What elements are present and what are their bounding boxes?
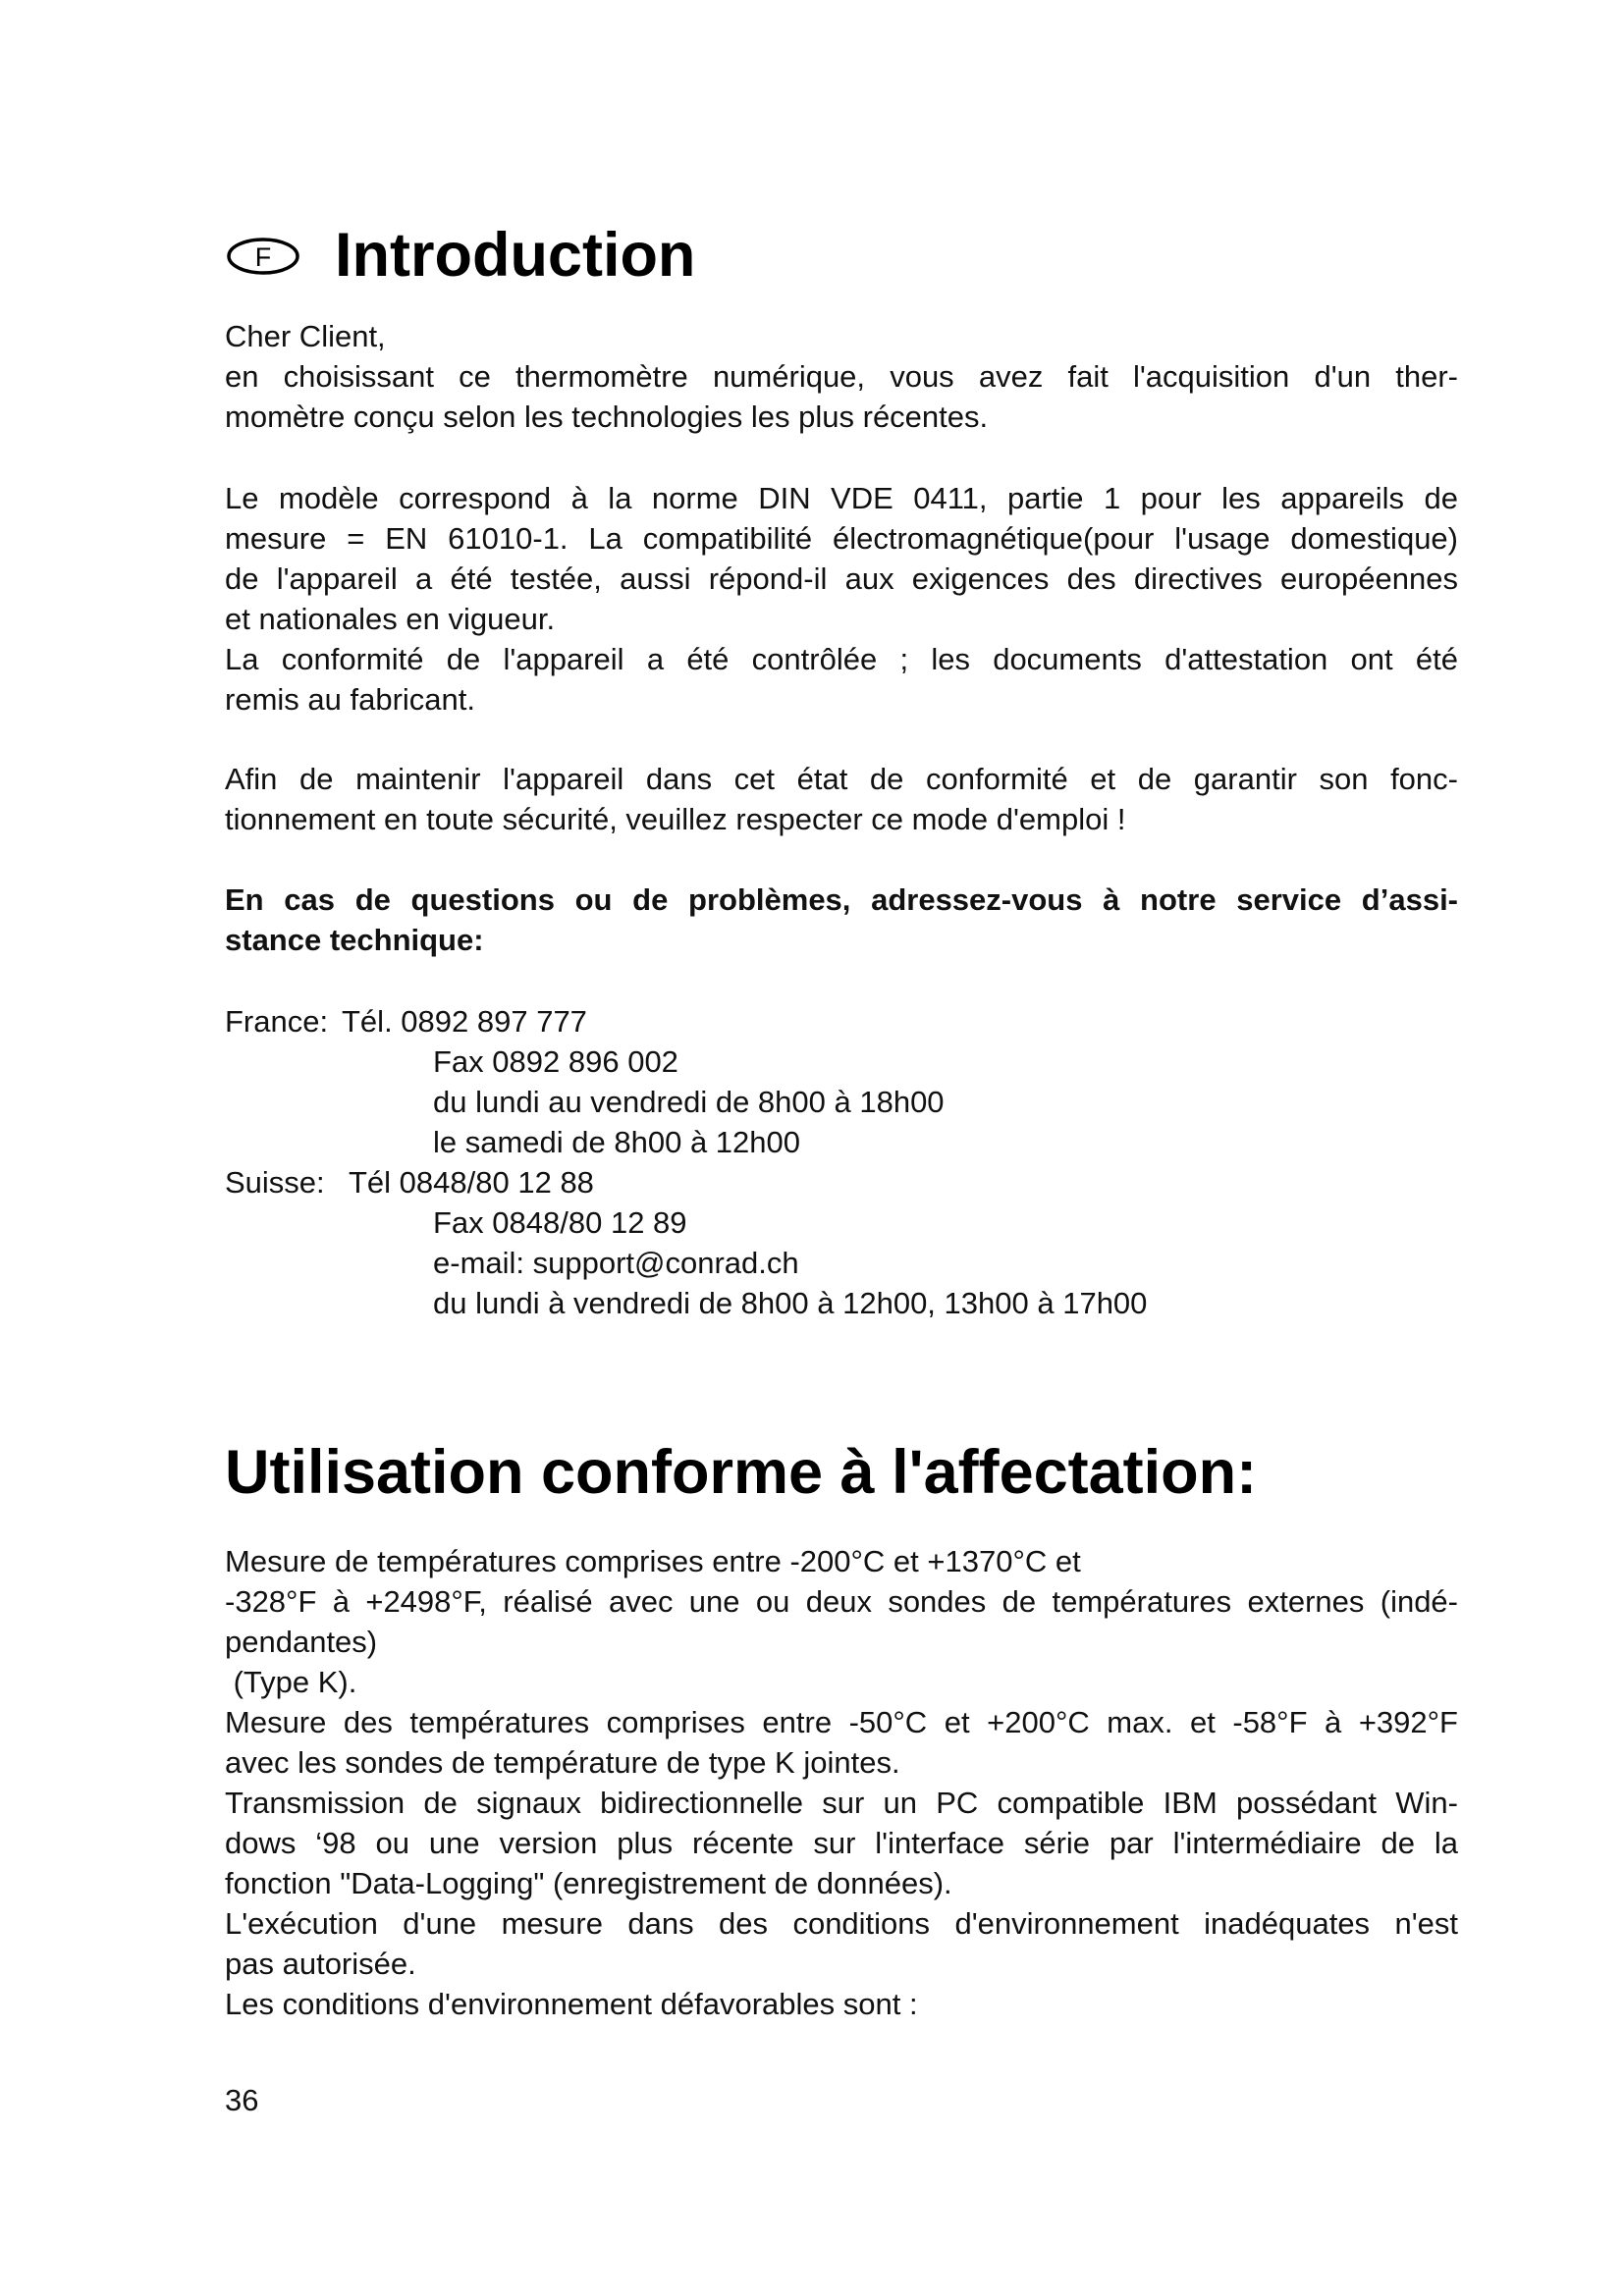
text-line: (Type K). [225, 1665, 357, 1699]
text-line: L'exécution d'une mesure dans des conditions d'environnement inadéquates n'est [225, 1906, 1458, 1941]
text-line: La conformité de l'appareil a été contrôlée ; les documents d'attestation ont été [225, 642, 1458, 676]
country-label-suisse: Suisse: [225, 1165, 325, 1200]
text-line: dows ‘98 ou une version plus récente sur l'interface série par l'intermédiaire de la [225, 1826, 1458, 1860]
text-line: Les conditions d'environnement défavorables sont : [225, 1987, 918, 2021]
text-line: pas autorisée. [225, 1947, 416, 1981]
support-heading [225, 880, 1458, 960]
page-number: 36 [225, 2083, 259, 2117]
document-page [225, 0, 1458, 2296]
text-line: tionnement en toute sécurité, veuillez respecter ce mode d'emploi ! [225, 802, 1126, 836]
france-phone: Tél. 0892 897 777 [342, 1004, 587, 1039]
france-hours-saturday: le samedi de 8h00 à 12h00 [433, 1125, 801, 1159]
text-line: -328°F à +2498°F, réalisé avec une ou deux sondes de températures externes (indé- [225, 1584, 1458, 1619]
text-line: en choisissant ce thermomètre numérique, vous avez fait l'acquisition d'un ther- [225, 359, 1458, 394]
suisse-fax: Fax 0848/80 12 89 [433, 1205, 687, 1240]
country-label-france: France: [225, 1004, 329, 1039]
france-hours-weekdays: du lundi au vendredi de 8h00 à 18h00 [433, 1085, 945, 1119]
suisse-hours: du lundi à vendredi de 8h00 à 12h00, 13h00 à 17h00 [433, 1286, 1148, 1320]
text-line: stance technique: [225, 923, 484, 957]
text-line: En cas de questions ou de problèmes, adressez-vous à notre service d’assi- [225, 882, 1458, 917]
usage-heading: Utilisation conforme à l'affectation: [225, 1438, 1258, 1507]
intro-paragraph-2 [225, 478, 1458, 720]
suisse-phone: Tél 0848/80 12 88 [349, 1165, 594, 1200]
language-f-badge-icon [226, 237, 300, 276]
usage-body [225, 1541, 1458, 2024]
intro-paragraph-3 [225, 759, 1458, 839]
greeting-text: Cher Client, [225, 319, 386, 353]
greeting [225, 316, 1458, 356]
text-line: de l'appareil a été testée, aussi répond-il aux exigences des directives européennes [225, 561, 1458, 596]
text-line: Transmission de signaux bidirectionnelle sur un PC compatible IBM possédant Win- [225, 1786, 1458, 1820]
text-line: remis au fabricant. [225, 682, 475, 717]
france-fax: Fax 0892 896 002 [433, 1044, 678, 1079]
suisse-email: e-mail: support@conrad.ch [433, 1246, 799, 1280]
text-line: Mesure de températures comprises entre -200°C et +1370°C et [225, 1544, 1081, 1578]
text-line: mesure = EN 61010-1. La compatibilité électromagnétique(pour l'usage domestique) [225, 521, 1458, 556]
text-line: fonction "Data-Logging" (enregistrement de données). [225, 1866, 952, 1900]
text-line: momètre conçu selon les technologies les plus récentes. [225, 400, 989, 434]
text-line: et nationales en vigueur. [225, 602, 556, 636]
text-line: pendantes) [225, 1625, 378, 1659]
intro-paragraph-1 [225, 356, 1458, 437]
badge-letter: F [254, 242, 272, 272]
text-line: Mesure des températures comprises entre -50°C et +200°C max. et -58°F à +392°F [225, 1705, 1458, 1739]
text-line: Le modèle correspond à la norme DIN VDE 0411, partie 1 pour les appareils de [225, 481, 1458, 515]
text-line: avec les sondes de température de type K jointes. [225, 1745, 900, 1780]
page-title: Introduction [335, 221, 696, 290]
text-line: Afin de maintenir l'appareil dans cet état de conformité et de garantir son fonc- [225, 762, 1458, 796]
